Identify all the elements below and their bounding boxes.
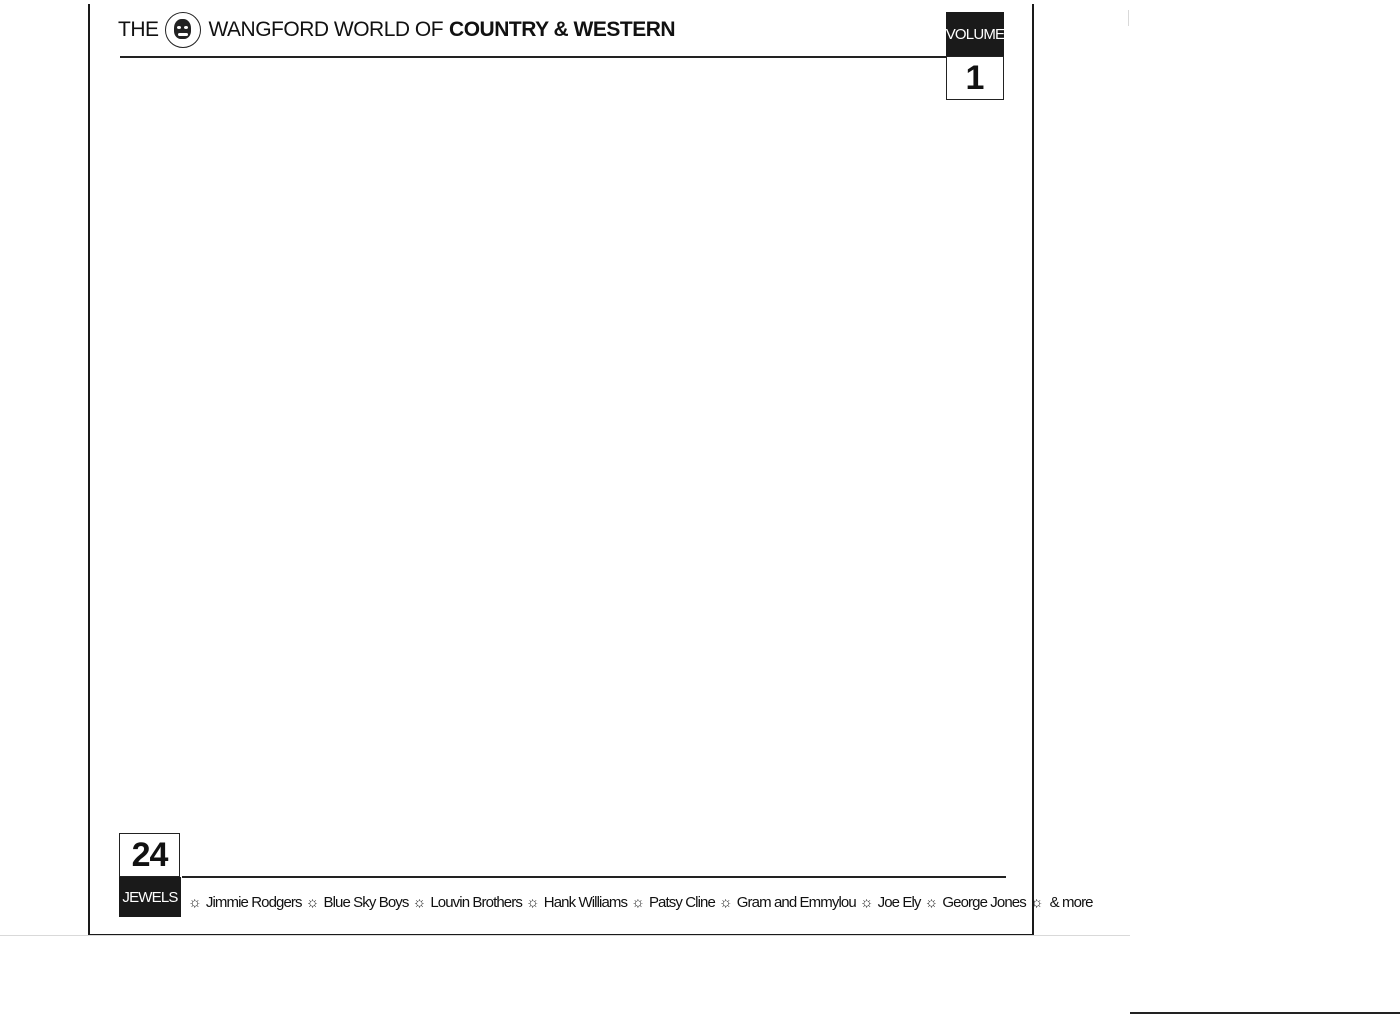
artist-item: ☼ Patsy Cline — [631, 893, 715, 911]
volume-label: VOLUME — [946, 12, 1004, 56]
title-world-text: WANGFORD WORLD OF — [208, 18, 444, 41]
sun-star-icon: ☼ — [525, 893, 539, 911]
footer-rule — [182, 876, 1006, 878]
sun-star-icon: ☼ — [412, 893, 426, 911]
artist-item: ☼ Hank Williams — [525, 893, 628, 911]
sun-star-icon: ☼ — [1029, 893, 1043, 911]
sun-star-icon: ☼ — [305, 893, 319, 911]
artist-list — [184, 886, 1093, 918]
jewels-count: 24 — [119, 833, 180, 877]
volume-number: 1 — [946, 56, 1004, 100]
artist-item: ☼ Jimmie Rodgers — [188, 893, 302, 911]
caricature-face-logo-icon — [165, 12, 201, 48]
crop-mark-bottom-right — [1130, 1012, 1400, 1014]
artist-item: ☼ George Jones — [924, 893, 1026, 911]
crop-mark-top-right — [1128, 10, 1129, 26]
sun-star-icon: ☼ — [631, 893, 644, 911]
artist-item: ☼ Joe Ely — [859, 893, 921, 911]
header-rule — [120, 56, 946, 58]
and-more-text: & more — [1049, 893, 1093, 911]
title-banner — [118, 12, 675, 48]
sleeve-border-right — [1032, 4, 1034, 936]
sun-star-icon: ☼ — [718, 893, 732, 911]
title-the: THE — [118, 18, 159, 41]
sun-star-icon: ☼ — [924, 893, 938, 911]
jewels-label: JEWELS — [119, 877, 181, 917]
artist-item: ☼ Louvin Brothers — [412, 893, 522, 911]
sleeve-border-left — [88, 4, 90, 936]
artist-item: ☼ Gram and Emmylou — [718, 893, 856, 911]
crop-mark-horizontal — [0, 935, 1130, 936]
artist-item: ☼ Blue Sky Boys — [305, 893, 409, 911]
artist-item — [1026, 894, 1093, 911]
sun-star-icon: ☼ — [859, 893, 873, 911]
title-country-western: COUNTRY & WESTERN — [449, 18, 676, 41]
sun-star-icon: ☼ — [188, 893, 201, 911]
